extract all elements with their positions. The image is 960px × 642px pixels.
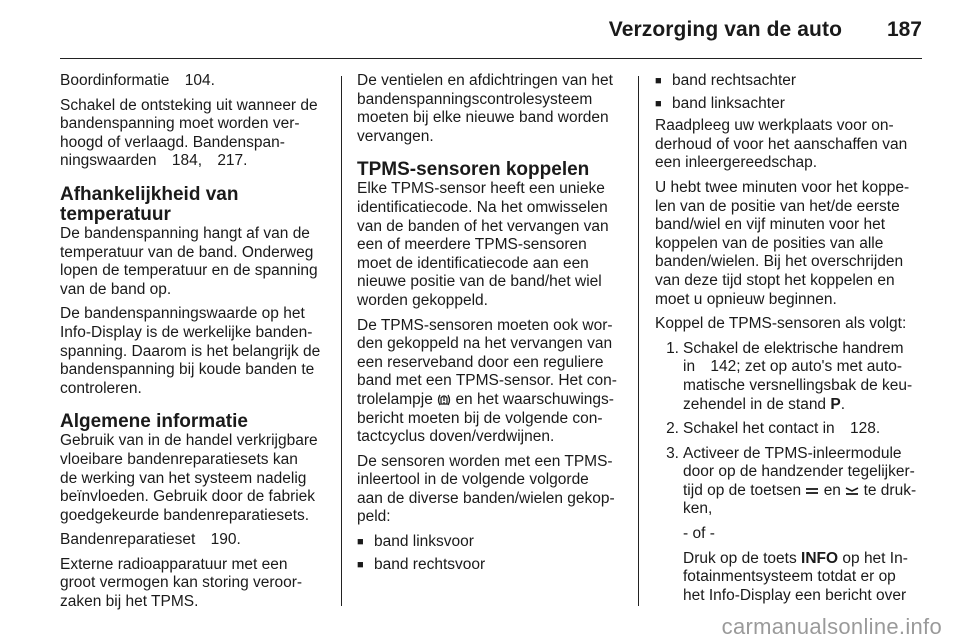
paragraph: De ventielen en afdichtringen van het bandenspanningscontrolesysteem moeten bij elke nieuwe band worden vervangen. xyxy=(357,72,613,145)
arrow-ref-icon xyxy=(841,425,847,433)
bullet-square-icon: ■ xyxy=(655,97,662,110)
list-item: ■ band rechtsvoor xyxy=(357,555,486,573)
paragraph: Bandenreparatieset 190. xyxy=(60,531,241,549)
list-item: 3. Activeer de TPMS-inleermodule door op de handzender tegelijker- tijd op de toetsen en te druk- ken, xyxy=(666,444,917,518)
unlock-key-icon xyxy=(845,486,859,496)
page-ref-link[interactable]: 190. xyxy=(210,531,241,549)
paragraph: De TPMS-sensoren moeten ook wor- den gekoppeld na het vervangen van een reserveband door een reguliere band met een TPMS-sensor. Het con- trolelampje en het waarschuwings- bericht moeten bij de volgende con- tactcyclus doven/verdwijnen. xyxy=(357,316,617,446)
bullet-square-icon: ■ xyxy=(357,536,364,549)
paragraph: U hebt twee minuten voor het koppe- len van de positie van het/de eerste band/wiel en vijf minuten voor het koppelen van de posities van alle banden/wielen. Bij het overschrijden van deze tijd stopt het koppelen en moet u opnieuw beginnen. xyxy=(655,178,910,308)
page-ref-link[interactable]: 142; zet op auto's met auto- xyxy=(710,358,903,376)
section-heading: Afhankelijkheid van temperatuur xyxy=(60,183,239,225)
bullet-square-icon: ■ xyxy=(655,75,662,87)
ordered-list xyxy=(655,340,921,519)
arrow-ref-icon xyxy=(176,76,182,84)
list-item: 2. Schakel het contact in 128. xyxy=(666,420,881,438)
paragraph: Boordinformatie 104. xyxy=(60,72,215,89)
paragraph: Schakel de ontsteking uit wanneer de bandenspanning moet worden ver- hoogd of verlaagd. Bandenspan- ningswaarden 184, 217. xyxy=(60,96,318,170)
column-3 xyxy=(655,72,921,611)
paragraph: Externe radioapparatuur met een groot vermogen kan storing veroor- zaken bij het TPMS. xyxy=(60,555,303,611)
bullet-square-icon: ■ xyxy=(357,558,364,571)
paragraph: Raadpleeg uw werkplaats voor on- derhoud of voor het aanschaffen van een inleergereedschap. xyxy=(655,117,908,172)
paragraph: Gebruik van in de handel verkrijgbare vloeibare bandenreparatiesets kan de werking van het systeem nadelig beïnvloeden. Gebruik door de fabriek goedgekeurde bandenreparatiesets. xyxy=(60,432,318,524)
chapter-title: Verzorging van de auto xyxy=(608,18,842,41)
arrow-ref-icon xyxy=(701,363,707,371)
tpms-lamp-icon xyxy=(437,393,451,407)
column-2 xyxy=(357,72,623,578)
page-header xyxy=(0,0,960,62)
paragraph: De bandenspanning hangt af van de temperatuur van de band. Onderweg lopen de temperatuur en de spanning van de band op. xyxy=(60,224,318,298)
paragraph: Koppel de TPMS-sensoren als volgt: xyxy=(655,315,907,333)
section-heading: Algemene informatie xyxy=(60,411,248,433)
list-item: ■ band rechtsachter xyxy=(655,72,797,89)
header-rule xyxy=(60,58,922,59)
or-separator: - of - xyxy=(683,525,715,543)
watermark: carmanualsonline.info xyxy=(721,614,942,639)
column-divider-2 xyxy=(638,76,639,606)
paragraph: De bandenspanningswaarde op het Info-Display is de werkelijke banden- spanning. Daarom is het belangrijk de bandenspanning bij koude banden te controleren. xyxy=(60,305,321,397)
arrow-ref-icon xyxy=(202,536,208,544)
paragraph: Elke TPMS-sensor heeft een unieke identificatiecode. Na het omwisselen van de banden of het vervangen van een of meerdere TPMS-sensoren moet de identificatiecode aan een nieuwe positie van de band/het wiel worden gekoppeld. xyxy=(357,180,609,309)
section-heading: TPMS-sensoren koppelen xyxy=(357,159,590,181)
page-ref-link[interactable]: 184, xyxy=(171,152,202,170)
page-ref-link[interactable]: 217. xyxy=(217,152,248,170)
lock-key-icon xyxy=(805,486,819,496)
list-item: ■ band linksachter xyxy=(655,94,785,112)
page-ref-link[interactable]: 104. xyxy=(184,72,215,89)
list-item: 1. Schakel de elektrische handrem in 142; zet op auto's met auto- matische versnellingsbak de keu- zehendel in de stand P. xyxy=(666,339,913,413)
paragraph: Druk op de toets INFO op het In- fotainmentsysteem totdat er op het Info-Display een bericht over xyxy=(683,549,908,604)
column-1 xyxy=(60,72,326,618)
paragraph: De sensoren worden met een TPMS- inleertool in de volgende volgorde aan de diverse banden/wielen gekop- peld: xyxy=(357,452,615,526)
column-divider-1 xyxy=(341,76,342,606)
page-ref-link[interactable]: 128. xyxy=(849,420,881,438)
arrow-ref-icon xyxy=(163,157,169,165)
arrow-ref-icon xyxy=(208,157,214,165)
list-item: ■ band linksvoor xyxy=(357,533,474,551)
page-number: 187 xyxy=(886,18,922,41)
